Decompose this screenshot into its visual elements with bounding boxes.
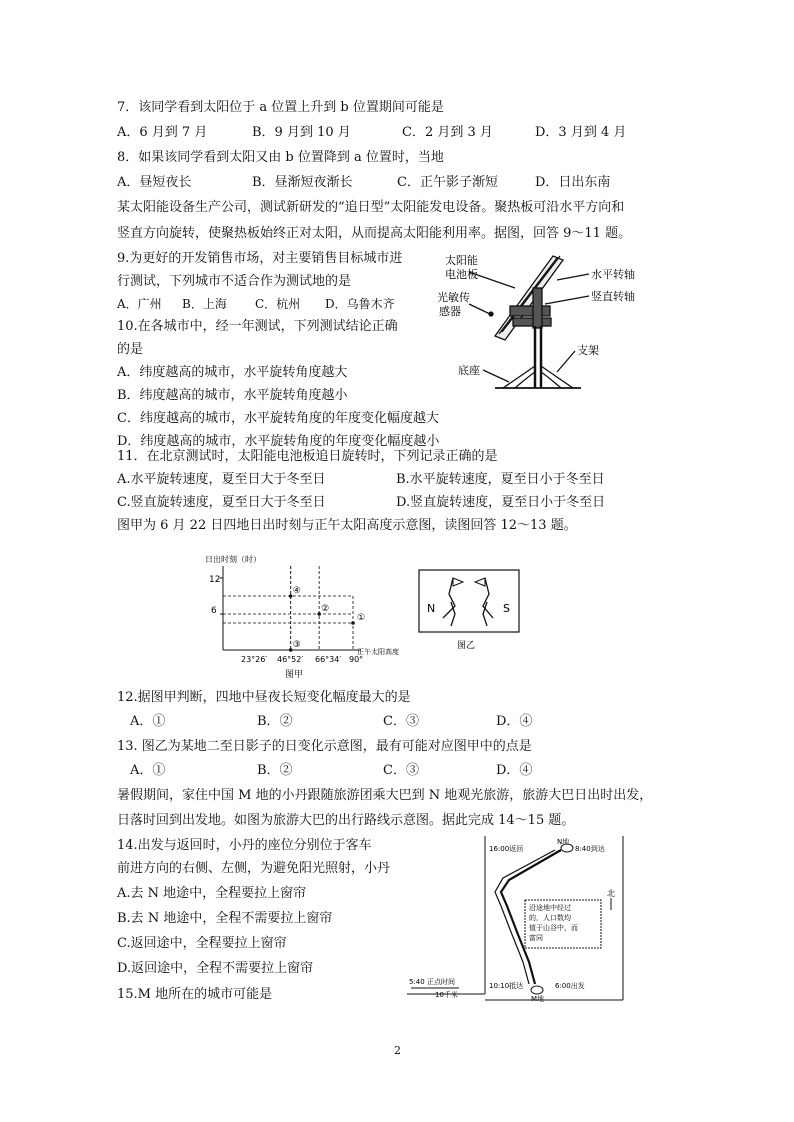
chart-jia-ylabel: 日出时刻（时） (205, 555, 261, 564)
q10-option-c: C．纬度越高的城市，水平旋转角度的年度变化幅度越大 (117, 411, 439, 426)
q14-option-d: D.返回途中，全程不需要拉上窗帘 (117, 961, 314, 976)
q7-option-b: B．9 月到 10 月 (252, 125, 351, 140)
q15-stem: 15.M 地所在的城市可能是 (117, 987, 273, 1002)
q10-stem-line-1: 10.在各城市中，经一年测试，下列测试结论正确 (117, 319, 398, 334)
q10-option-b: B．纬度越高的城市，水平旋转角度越小 (117, 388, 348, 403)
chart-jia-point-label-3: ③ (292, 640, 301, 650)
intro-9-11-line-1: 某太阳能设备生产公司，测试新研发的“追日型”太阳能发电设备。聚热板可沿水平方向和 (117, 200, 625, 215)
figure-yi-n: N (427, 602, 436, 615)
q8-option-b: B．昼渐短夜渐长 (252, 175, 353, 190)
q10-stem-line-2: 的是 (117, 342, 144, 357)
route-note-2: 的，人口数均 (529, 914, 571, 922)
q8-option-a: A．昼短夜长 (117, 175, 192, 190)
intro-14-15-line-2: 日落时回到出发地。如图为旅游大巴的出行路线示意图。据此完成 14～15 题。 (117, 813, 575, 828)
chart-jia-xtick-2: 46°52′ (277, 655, 304, 664)
figure-yi-caption: 图乙 (457, 641, 476, 651)
q11-stem: 11．在北京测试时，太阳能电池板追日旋转时，下列记录正确的是 (117, 449, 498, 464)
route-legend-2: 10千米 (435, 991, 458, 999)
figure-yi-s: S (503, 602, 510, 615)
chart-jia-point-label-1: ① (357, 613, 366, 623)
route-n-label: N地 (557, 838, 570, 846)
intro-12-13: 图甲为 6 月 22 日四地日出时刻与正午太阳高度示意图，读图回答 12～13 题。 (117, 518, 577, 533)
route-top-right: 8:40到达 (575, 845, 605, 853)
q10-option-a: A．纬度越高的城市，水平旋转角度越大 (117, 365, 348, 380)
q11-option-d: D.竖直旋转速度，夏至日小于冬至日 (396, 495, 606, 510)
q9-stem-line-2: 行测试，下列城市不适合作为测试地的是 (117, 274, 352, 289)
chart-jia-point-1 (351, 621, 355, 625)
q14-option-b: B.去 N 地途中，全程不需要拉上窗帘 (117, 911, 333, 926)
q14-option-c: C.返回途中，全程要拉上窗帘 (117, 936, 287, 951)
h-axis-label: 水平转轴 (591, 268, 635, 281)
q12-option-c: C．③ (383, 714, 419, 729)
route-bottom-right: 6:00出发 (555, 982, 585, 990)
q7-option-c: C．2 月到 3 月 (402, 125, 493, 140)
chart-jia (195, 550, 405, 682)
sensor-label-1: 光敏传 (437, 291, 470, 304)
q8-stem: 8．如果该同学看到太阳又由 b 位置降到 a 位置时，当地 (117, 150, 444, 165)
figure-yi (413, 566, 523, 654)
chart-jia-xtick-4: 90° (349, 655, 364, 664)
q13-stem: 13. 图乙为某地二至日影子的日变化示意图，最有可能对应图甲中的点是 (117, 739, 532, 754)
solar-tracker-figure (425, 248, 675, 398)
q9-option-b: B．上海 (182, 297, 227, 311)
route-note-4: 富同 (529, 934, 543, 942)
q8-option-c: C．正午影子渐短 (397, 175, 498, 190)
q13-option-a: A．① (130, 763, 166, 778)
page-number: 2 (394, 1044, 401, 1057)
q10-option-d: D．纬度越高的城市，水平旋转角度的年度变化幅度越小 (117, 434, 440, 449)
chart-jia-xlabel: 正午太阳高度 (357, 648, 399, 656)
chart-jia-point-label-2: ② (321, 604, 330, 614)
q12-option-a: A．① (130, 714, 166, 729)
q9-option-d: D．乌鲁木齐 (325, 297, 395, 311)
route-map (405, 834, 627, 1004)
q14-option-a: A.去 N 地途中，全程要拉上窗帘 (117, 886, 307, 901)
q13-option-d: D．④ (496, 763, 533, 778)
chart-jia-point-label-4: ④ (292, 586, 301, 596)
route-north: 北 (607, 889, 615, 898)
v-axis-label: 竖直转轴 (591, 290, 635, 303)
q12-option-d: D．④ (496, 714, 533, 729)
q13-option-b: B．② (257, 763, 293, 778)
chart-jia-xtick-1: 23°26′ (241, 655, 268, 664)
chart-jia-xtick-3: 66°34′ (315, 655, 342, 664)
q13-option-c: C．③ (383, 763, 419, 778)
q14-stem-line-2: 前进方向的右侧、左侧，为避免阳光照射，小丹 (117, 861, 391, 876)
q9-stem-line-1: 9.为更好的开发销售市场，对主要销售目标城市进 (117, 251, 403, 266)
route-note-1: 沿途地中经过 (529, 904, 571, 912)
sensor-label-2: 感器 (439, 305, 461, 318)
intro-14-15-line-1: 暑假期间，家住中国 M 地的小丹跟随旅游团乘大巴到 N 地观光旅游，旅游大巴日出时出发， (117, 788, 653, 803)
panel-label-1: 太阳能 (445, 254, 478, 267)
q7-option-d: D．3 月到 4 月 (535, 125, 627, 140)
route-top-left: 16:00返回 (489, 845, 524, 853)
bracket-label: 支架 (577, 344, 599, 357)
q7-stem: 7．该同学看到太阳位于 a 位置上升到 b 位置期间可能是 (117, 100, 444, 115)
q8-option-d: D．日出东南 (535, 175, 611, 190)
q12-option-b: B．② (257, 714, 293, 729)
route-bottom-left: 10:10抵达 (489, 982, 524, 990)
route-legend-1: 5:40 正点时间 (409, 978, 455, 986)
intro-9-11-line-2: 竖直方向旋转，使聚热板始终正对太阳，从而提高太阳能利用率。据图，回答 9～11 题。 (117, 226, 632, 241)
q7-option-a: A．6 月到 7 月 (117, 125, 208, 140)
base-label: 底座 (458, 364, 480, 377)
route-m-label: M地 (531, 995, 545, 1003)
q12-stem: 12.据图甲判断，四地中昼夜长短变化幅度最大的是 (117, 690, 411, 705)
panel-label-2: 电池板 (445, 268, 478, 281)
chart-jia-ytick-12: 12 (209, 575, 221, 585)
route-note-3: 值于山谷中，而 (529, 924, 578, 932)
q11-option-a: A.水平旋转速度，夏至日大于冬至日 (117, 472, 326, 487)
chart-jia-ytick-6: 6 (211, 606, 217, 616)
q14-stem-line-1: 14.出发与返回时，小丹的座位分别位于客车 (117, 838, 372, 853)
chart-jia-caption: 图甲 (285, 670, 304, 680)
q11-option-b: B.水平旋转速度，夏至日小于冬至日 (396, 472, 605, 487)
q11-option-c: C.竖直旋转速度，夏至日大于冬至日 (117, 495, 326, 510)
q9-option-c: C．杭州 (255, 297, 301, 311)
q9-option-a: A．广州 (117, 297, 162, 311)
